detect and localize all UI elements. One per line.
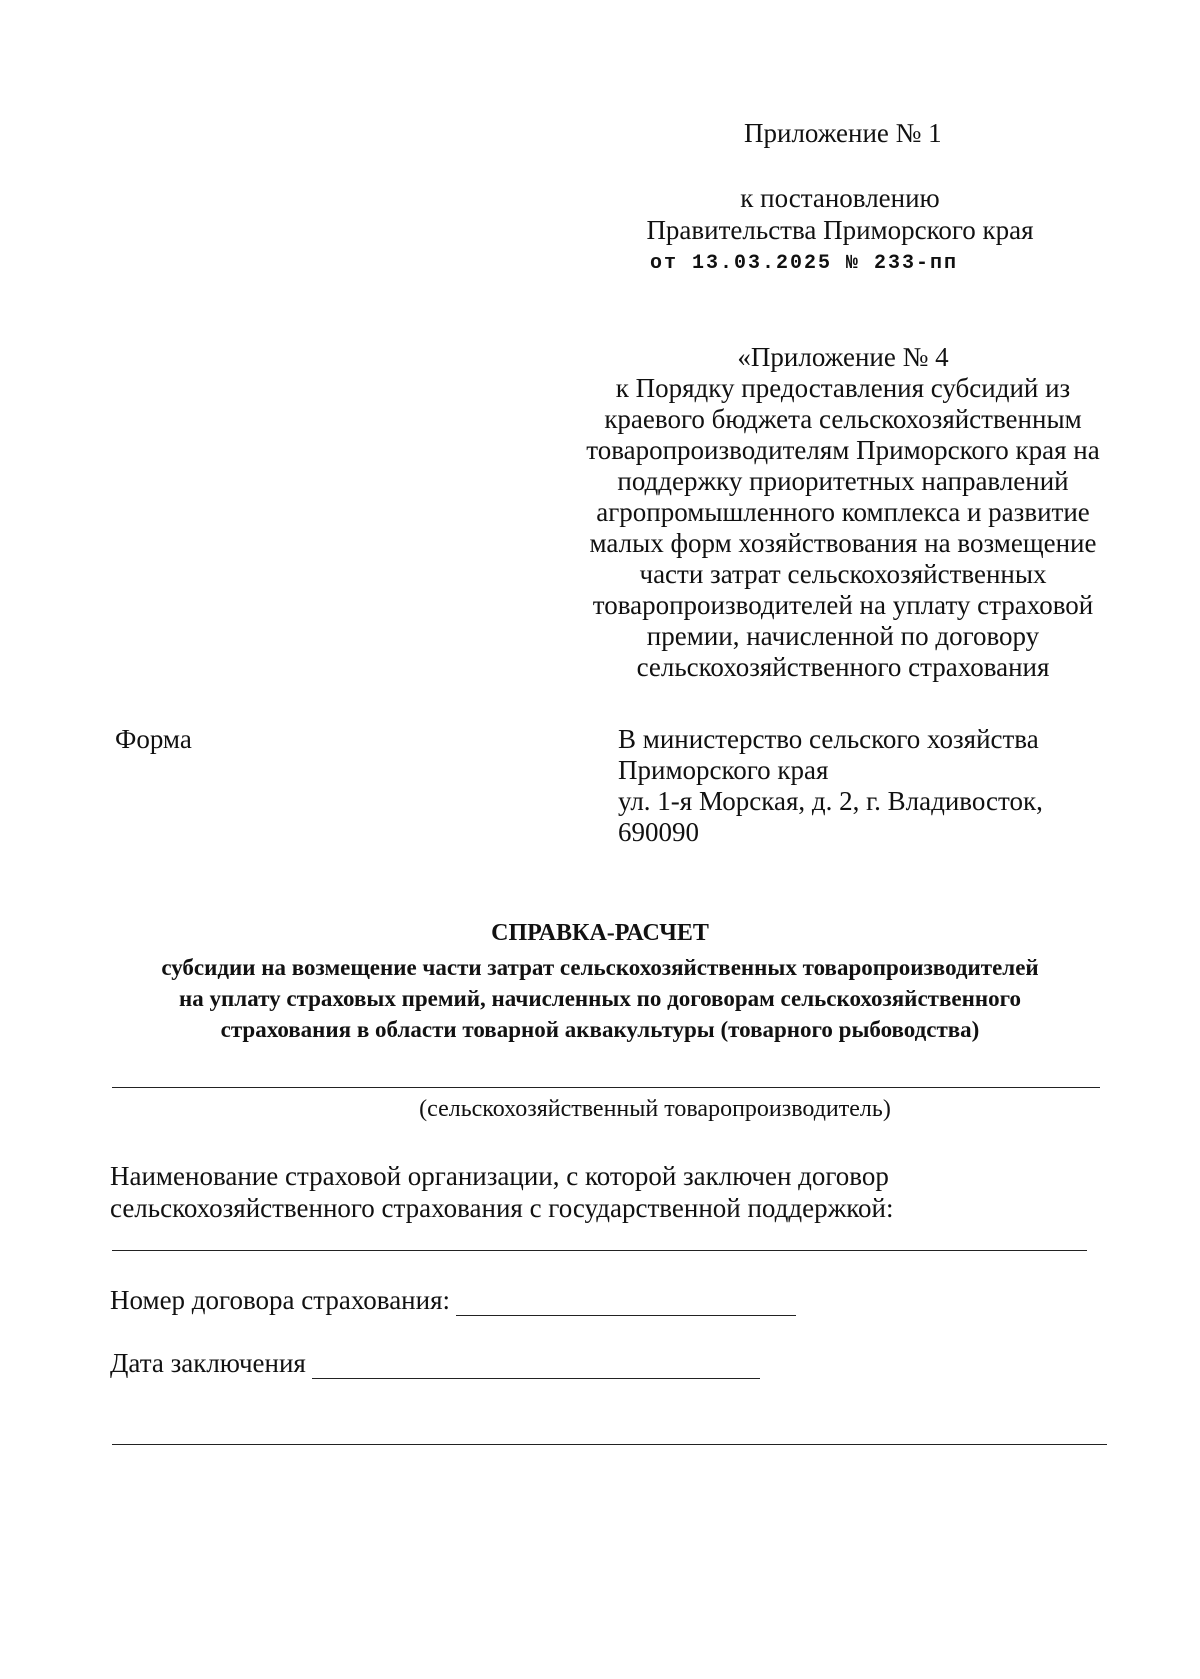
addressee-line-3: ул. 1-я Морская, д. 2, г. Владивосток,: [618, 786, 1043, 816]
contract-number-field[interactable]: [456, 1291, 796, 1316]
contract-number-row: [110, 1285, 796, 1316]
contract-date-row: [110, 1348, 760, 1379]
appendix-4-description: к Порядку предоставления субсидий из краевого бюджета сельскохозяйственным товаропроизводителям Приморского края на поддержку приоритетных направлений агропромышленного комплекса и развитие малых форм хозяйствования на возмещение части затрат сельскохозяйственных товаропроизводителей на уплату страховой премии, начисленной по договору сельскохозяйственного страхования: [586, 373, 1100, 682]
decree-line-1: к постановлению: [740, 183, 940, 213]
contract-date-field[interactable]: [312, 1354, 760, 1379]
decree-date-stamp: от 13.03.2025 № 233-пп: [650, 252, 959, 275]
document-title: СПРАВКА-РАСЧЕТ: [491, 920, 709, 946]
appendix-1-heading: Приложение № 1: [744, 118, 942, 148]
subtitle-line-2: на уплату страховых премий, начисленных по договорам сельскохозяйственного: [179, 986, 1021, 1011]
form-label: Форма: [115, 724, 192, 754]
addressee-block: [618, 724, 1098, 848]
producer-caption: (сельскохозяйственный товаропроизводитель): [419, 1096, 891, 1122]
addressee-line-1: В министерство сельского хозяйства: [618, 724, 1039, 754]
document-subtitle: [100, 952, 1100, 1045]
contract-date-label: Дата заключения: [110, 1348, 306, 1378]
addressee-line-2: Приморского края: [618, 755, 829, 785]
insurer-label: Наименование страховой организации, с которой заключен договор сельскохозяйственного страхования с государственной поддержкой:: [110, 1161, 894, 1223]
producer-name-line[interactable]: [112, 1087, 1100, 1088]
decree-line-2: Правительства Приморского края: [646, 215, 1034, 245]
contract-number-label: Номер договора страхования:: [110, 1285, 451, 1315]
addressee-line-4: 690090: [618, 817, 699, 847]
bottom-rule: [112, 1444, 1107, 1445]
subtitle-line-1: субсидии на возмещение части затрат сельскохозяйственных товаропроизводителей: [161, 955, 1039, 980]
appendix-4-heading: «Приложение № 4: [737, 342, 949, 372]
insurer-name-line[interactable]: [112, 1250, 1087, 1251]
subtitle-line-3: страхования в области товарной аквакультуры (товарного рыбоводства): [220, 1017, 980, 1042]
decree-reference: [620, 182, 1060, 246]
